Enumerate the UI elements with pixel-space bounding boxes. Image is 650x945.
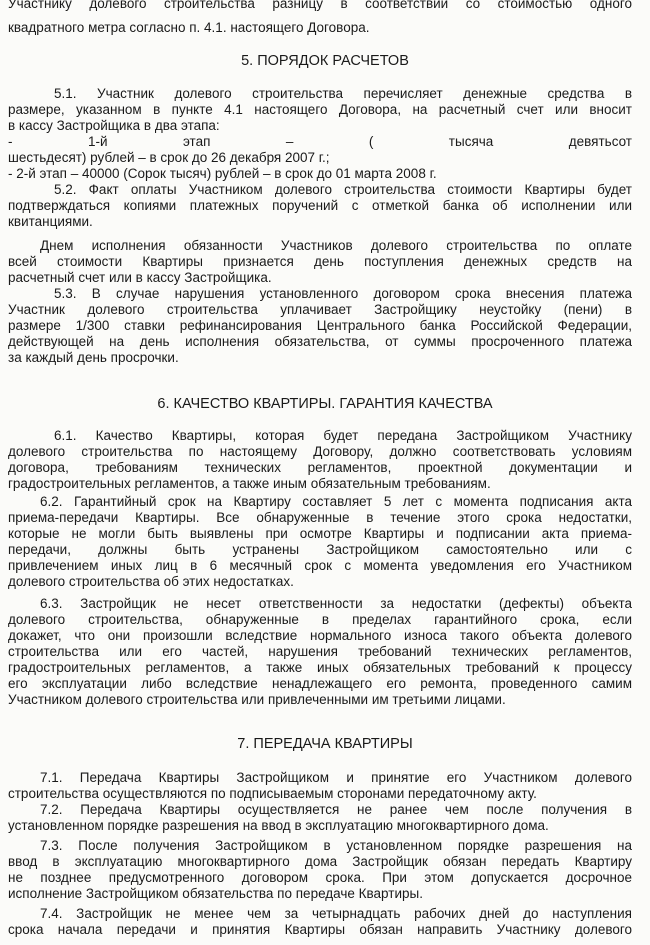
text-line: срока начала передачи и принятия Квартиры обязан направить Участнику долевого — [8, 922, 632, 937]
text-line: 7.2. Передача Квартиры осуществляется не ранее чем после получения в — [40, 802, 632, 817]
text-line: 7.3. После получения Застройщиком в установленном порядке разрешения на — [40, 838, 632, 853]
text-line: долевого строительства по настоящему Договору, должно соответствовать условиям — [8, 444, 632, 459]
section-heading-payments: 5. ПОРЯДОК РАСЧЕТОВ — [241, 53, 409, 69]
text-line: квадратного метра согласно п. 4.1. настоящего Договора. — [8, 20, 370, 35]
text-line: 5.1. Участник долевого строительства перечисляет денежные средства в — [54, 86, 632, 101]
text-line: 7.1. Передача Квартиры Застройщиком и принятие его Участником долевого — [40, 770, 632, 785]
text-line: шестьдесят) рублей – в срок до 26 декабря 2007 г.; — [8, 150, 330, 165]
text-line: исполнение Застройщиком обязательства по передаче Квартиры. — [8, 886, 423, 901]
text-line: передачи, должны быть устранены Застройщиком самостоятельно или с — [8, 542, 632, 557]
text-line: Днем исполнения обязанности Участников долевого строительства по оплате — [40, 238, 632, 253]
text-line: расчетный счет или в кассу Застройщика. — [8, 270, 272, 285]
text-line: - 1-й этап – ( тысяча девятьсот — [8, 134, 632, 149]
text-line: 5.3. В случае нарушения установленного договором срока внесения платежа — [54, 286, 632, 301]
text-line: подтверждаться копиями платежных поручений с отметкой банка об исполнении или — [8, 198, 632, 213]
text-line: докажет, что они произошли вследствие нормального износа такого объекта долевого — [8, 628, 632, 643]
text-line: не позднее предусмотренного договором срока. При этом допускается досрочное — [8, 870, 632, 885]
text-line: размере, указанном в пункте 4.1 настоящего Договора, на расчетный счет или вносит — [8, 102, 632, 117]
text-line: за каждый день просрочки. — [8, 350, 179, 365]
text-line: 5.2. Факт оплаты Участником долевого строительства стоимости Квартиры будет — [54, 182, 632, 197]
text-line: градостроительных регламентов, а также иных обязательных требований к процессу — [8, 660, 632, 675]
text-line: приема-передачи Квартиры. Все обнаруженные в течение этого срока недостатки, — [8, 510, 632, 525]
text-line: 6.1. Качество Квартиры, которая будет передана Застройщиком Участнику — [54, 428, 632, 443]
text-line: градостроительных регламентов, а также иным обязательным требованиям. — [8, 476, 491, 491]
section-heading-transfer: 7. ПЕРЕДАЧА КВАРТИРЫ — [237, 736, 413, 752]
text-line: размере 1/300 ставки рефинансирования Центрального банка Российской Федерации, — [8, 318, 632, 333]
text-line: строительства или его частей, нарушения требований технических регламентов, — [8, 644, 632, 659]
section-heading-quality: 6. КАЧЕСТВО КВАРТИРЫ. ГАРАНТИЯ КАЧЕСТВА — [157, 396, 493, 412]
text-line: 6.3. Застройщик не несет ответственности за недостатки (дефекты) объекта — [40, 596, 632, 611]
text-line: Участник долевого строительства уплачивает Застройщику неустойку (пени) в — [8, 302, 632, 317]
text-line: строительства осуществляются по подписываемым сторонами передаточному акту. — [8, 786, 537, 801]
text-line: 7.4. Застройщик не менее чем за четырнадцать рабочих дней до наступления — [40, 906, 632, 921]
text-line: ввод в эксплуатацию многоквартирного дома Застройщик обязан передать Квартиру — [8, 854, 632, 869]
text-line: Участнику долевого строительства разницу в соответствии со стоимостью одного — [8, 0, 632, 11]
text-line: которые не могли быть выявлены при осмотре Квартиры и подписании акта приема- — [8, 526, 632, 541]
text-line: 6.2. Гарантийный срок на Квартиру составляет 5 лет с момента подписания акта — [40, 494, 632, 509]
text-line: долевого строительства об этих недостатках. — [8, 574, 294, 589]
text-line: установленном порядке разрешения на ввод в эксплуатацию многоквартирного дома. — [8, 818, 549, 833]
text-line: - 2-й этап – 40000 (Сорок тысяч) рублей – в срок до 01 марта 2008 г. — [8, 166, 437, 181]
text-line: договора, требованиям технических регламентов, проектной документации и — [8, 460, 632, 475]
text-line: в кассу Застройщика в два этапа: — [8, 118, 220, 133]
text-line: всей стоимости Квартиры признается день поступления денежных средств на — [8, 254, 632, 269]
text-line: Участником долевого строительства или привлеченными им третьими лицами. — [8, 692, 506, 707]
text-line: квитанциями. — [8, 214, 93, 229]
text-line: действующей на день исполнения обязательства, от суммы просроченного платежа — [8, 334, 632, 349]
text-line: долевого строительства, обнаруженные в пределах гарантийного срока, если — [8, 612, 632, 627]
text-line: привлечением иных лиц в 6 месячный срок с момента уведомления его Участником — [8, 558, 632, 573]
text-line: его эксплуатации либо вследствие ненадлежащего его ремонта, проведенного самим — [8, 676, 632, 691]
